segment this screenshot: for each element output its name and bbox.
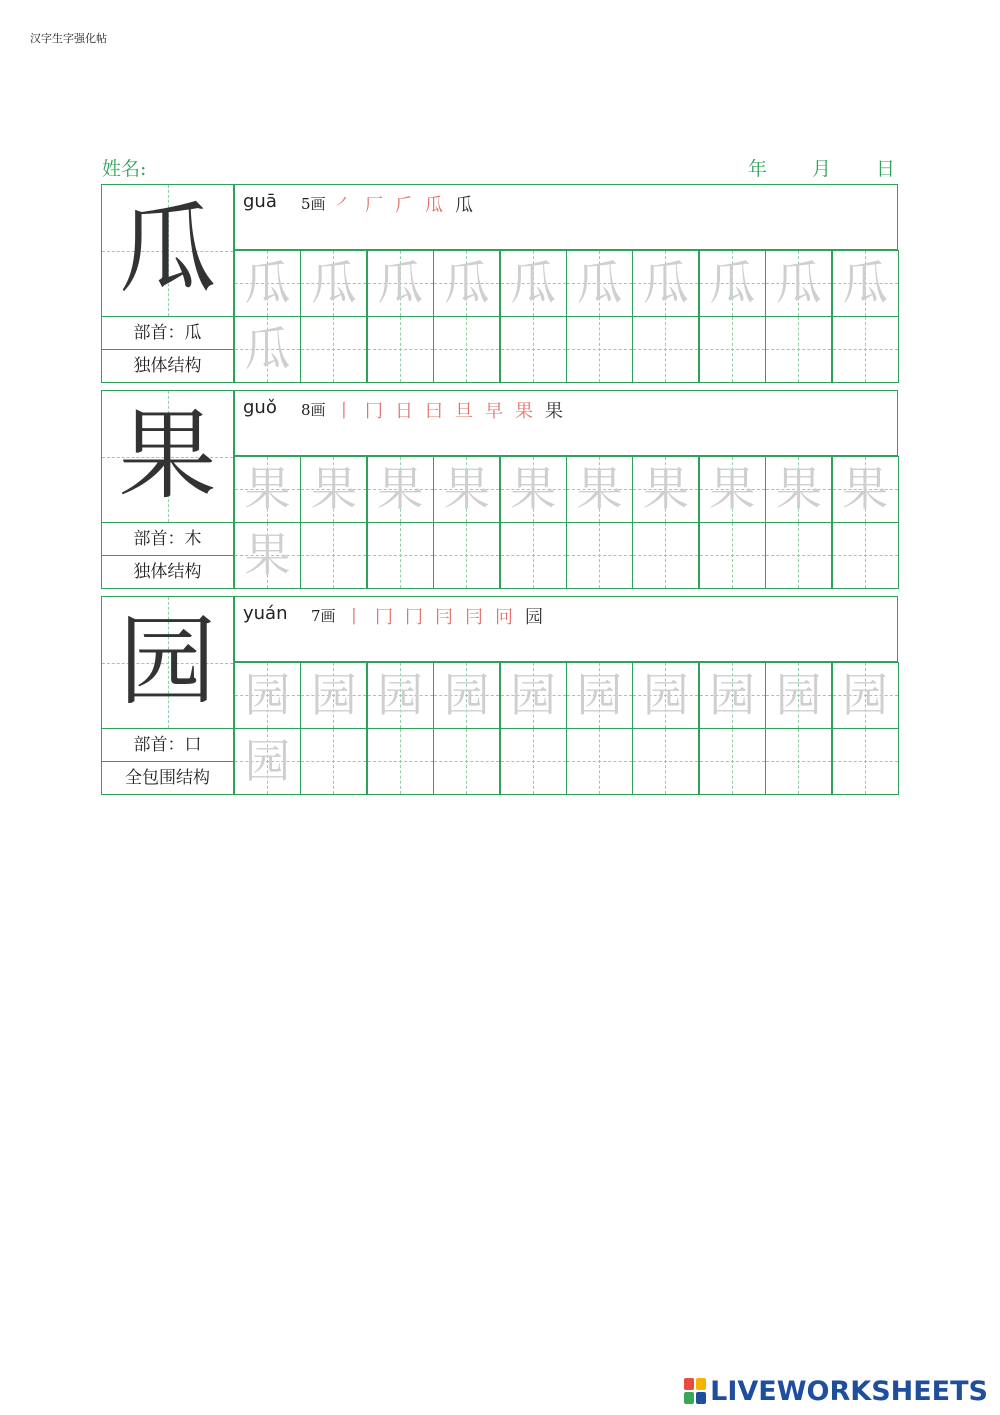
logo-text: LIVEWORKSHEETS [710,1375,988,1407]
practice-cell[interactable] [500,728,567,795]
trace-character: 瓜 [244,256,291,310]
structure-label: 独体结构 [101,349,234,383]
trace-character: 果 [310,462,357,516]
practice-cell[interactable] [500,456,567,523]
practice-cell[interactable] [832,728,899,795]
practice-cell[interactable] [433,522,500,589]
stroke-order-box [234,390,898,456]
practice-cell[interactable] [234,728,301,795]
practice-cell[interactable] [433,728,500,795]
radical-label: 部首：口 [101,728,234,762]
practice-cell[interactable] [234,250,301,317]
character-entry [101,390,898,590]
stroke-step: 旦 [455,401,485,422]
trace-character: 果 [443,462,490,516]
stroke-sequence [335,397,575,423]
practice-cell[interactable] [500,316,567,383]
practice-cell[interactable] [699,728,766,795]
practice-cell[interactable] [566,728,633,795]
stroke-count: 8画 [301,401,326,419]
stroke-step: 冂 [365,401,395,422]
stroke-step: 冂 [375,607,405,628]
pinyin: guā [243,191,277,212]
practice-cell[interactable] [765,662,832,729]
structure-label: 独体结构 [101,555,234,589]
trace-character: 瓜 [310,256,357,310]
stroke-step: ㇒ [335,195,365,216]
stroke-step: 冃 [435,607,465,628]
practice-cell[interactable] [832,456,899,523]
practice-cell[interactable] [433,662,500,729]
stroke-step: 瓜 [455,195,485,216]
practice-cell[interactable] [300,522,367,589]
pinyin: yuán [243,603,288,624]
practice-cell[interactable] [300,728,367,795]
practice-cell[interactable] [632,316,699,383]
stroke-step: 日 [395,401,425,422]
radical-label: 部首：瓜 [101,316,234,350]
practice-cell[interactable] [832,522,899,589]
practice-cell[interactable] [632,662,699,729]
practice-cell[interactable] [300,662,367,729]
practice-grid [234,456,898,589]
trace-character: 果 [642,462,689,516]
practice-cell[interactable] [632,522,699,589]
practice-cell[interactable] [832,662,899,729]
document-title: 汉字生字强化帖 [30,32,107,45]
practice-cell[interactable] [632,250,699,317]
practice-cell[interactable] [433,316,500,383]
trace-character: 瓜 [642,256,689,310]
practice-cell[interactable] [699,522,766,589]
trace-character: 果 [709,462,756,516]
trace-character: 果 [377,462,424,516]
practice-cell[interactable] [699,250,766,317]
trace-character: 果 [775,462,822,516]
practice-cell[interactable] [500,250,567,317]
character-entry [101,184,898,384]
trace-character: 园 [775,668,822,722]
trace-character: 瓜 [709,256,756,310]
practice-cell[interactable] [433,456,500,523]
practice-cell[interactable] [765,316,832,383]
structure-label: 全包围结构 [101,761,234,795]
practice-cell[interactable] [234,316,301,383]
trace-character: 园 [510,668,557,722]
model-character: 瓜 [118,193,217,307]
character-entry [101,596,898,796]
stroke-step: 冋 [495,607,525,628]
practice-cell[interactable] [566,522,633,589]
stroke-step: 园 [525,607,555,628]
stroke-step: 瓜 [425,195,455,216]
practice-cell[interactable] [367,728,434,795]
stroke-step: 曰 [425,401,455,422]
practice-cell[interactable] [832,250,899,317]
practice-cell[interactable] [300,456,367,523]
trace-character: 瓜 [443,256,490,310]
practice-cell[interactable] [367,456,434,523]
stroke-order-box [234,596,898,662]
practice-cell[interactable] [300,250,367,317]
stroke-step: 𠂆 [395,195,425,216]
trace-character: 园 [244,668,291,722]
practice-cell[interactable] [367,250,434,317]
practice-cell[interactable] [765,522,832,589]
practice-cell[interactable] [566,662,633,729]
trace-character: 果 [842,462,889,516]
practice-cell[interactable] [765,250,832,317]
practice-cell[interactable] [699,316,766,383]
practice-grid [234,250,898,383]
radical-label: 部首：木 [101,522,234,556]
trace-character: 果 [576,462,623,516]
stroke-sequence [335,191,485,217]
practice-cell[interactable] [300,316,367,383]
practice-cell[interactable] [234,522,301,589]
practice-cell[interactable] [632,456,699,523]
practice-cell[interactable] [566,456,633,523]
practice-cell[interactable] [765,456,832,523]
practice-cell[interactable] [500,522,567,589]
practice-cell[interactable] [433,250,500,317]
trace-character: 园 [576,668,623,722]
practice-cell[interactable] [566,316,633,383]
model-character: 果 [118,399,217,513]
practice-cell[interactable] [765,728,832,795]
trace-character: 园 [443,668,490,722]
stroke-count: 5画 [301,195,326,213]
stroke-count: 7画 [311,607,336,625]
day-label: 日 [876,158,896,180]
stroke-order-box [234,184,898,250]
stroke-step: 冂 [405,607,435,628]
stroke-step: 厂 [365,195,395,216]
trace-character: 园 [244,734,291,788]
practice-cell[interactable] [234,456,301,523]
month-label: 月 [812,158,832,180]
stroke-step: 冃 [465,607,495,628]
stroke-step: 果 [545,401,575,422]
practice-cell[interactable] [367,522,434,589]
trace-character: 果 [510,462,557,516]
practice-cell[interactable] [367,662,434,729]
model-character-cell [101,184,234,317]
liveworksheets-logo [684,1374,988,1408]
trace-character: 瓜 [377,256,424,310]
practice-cell[interactable] [500,662,567,729]
trace-character: 果 [244,528,291,582]
trace-character: 瓜 [576,256,623,310]
trace-character: 园 [642,668,689,722]
trace-character: 瓜 [842,256,889,310]
pinyin: guǒ [243,397,277,418]
name-date-row [102,154,898,182]
trace-character: 园 [709,668,756,722]
stroke-step: 丨 [345,607,375,628]
stroke-step: 果 [515,401,545,422]
practice-cell[interactable] [699,662,766,729]
trace-character: 园 [310,668,357,722]
stroke-sequence [345,603,555,629]
model-character-cell [101,390,234,523]
year-label: 年 [748,158,768,180]
stroke-step: 早 [485,401,515,422]
model-character-cell [101,596,234,729]
model-character: 园 [118,605,217,719]
name-label: 姓名: [102,158,147,180]
stroke-step: 丨 [335,401,365,422]
trace-character: 园 [842,668,889,722]
practice-cell[interactable] [234,662,301,729]
practice-cell[interactable] [832,316,899,383]
trace-character: 瓜 [244,322,291,376]
practice-cell[interactable] [566,250,633,317]
practice-cell[interactable] [699,456,766,523]
logo-mark-icon [684,1378,706,1404]
practice-cell[interactable] [632,728,699,795]
practice-cell[interactable] [367,316,434,383]
trace-character: 瓜 [775,256,822,310]
trace-character: 瓜 [510,256,557,310]
trace-character: 果 [244,462,291,516]
practice-grid [234,662,898,795]
trace-character: 园 [377,668,424,722]
